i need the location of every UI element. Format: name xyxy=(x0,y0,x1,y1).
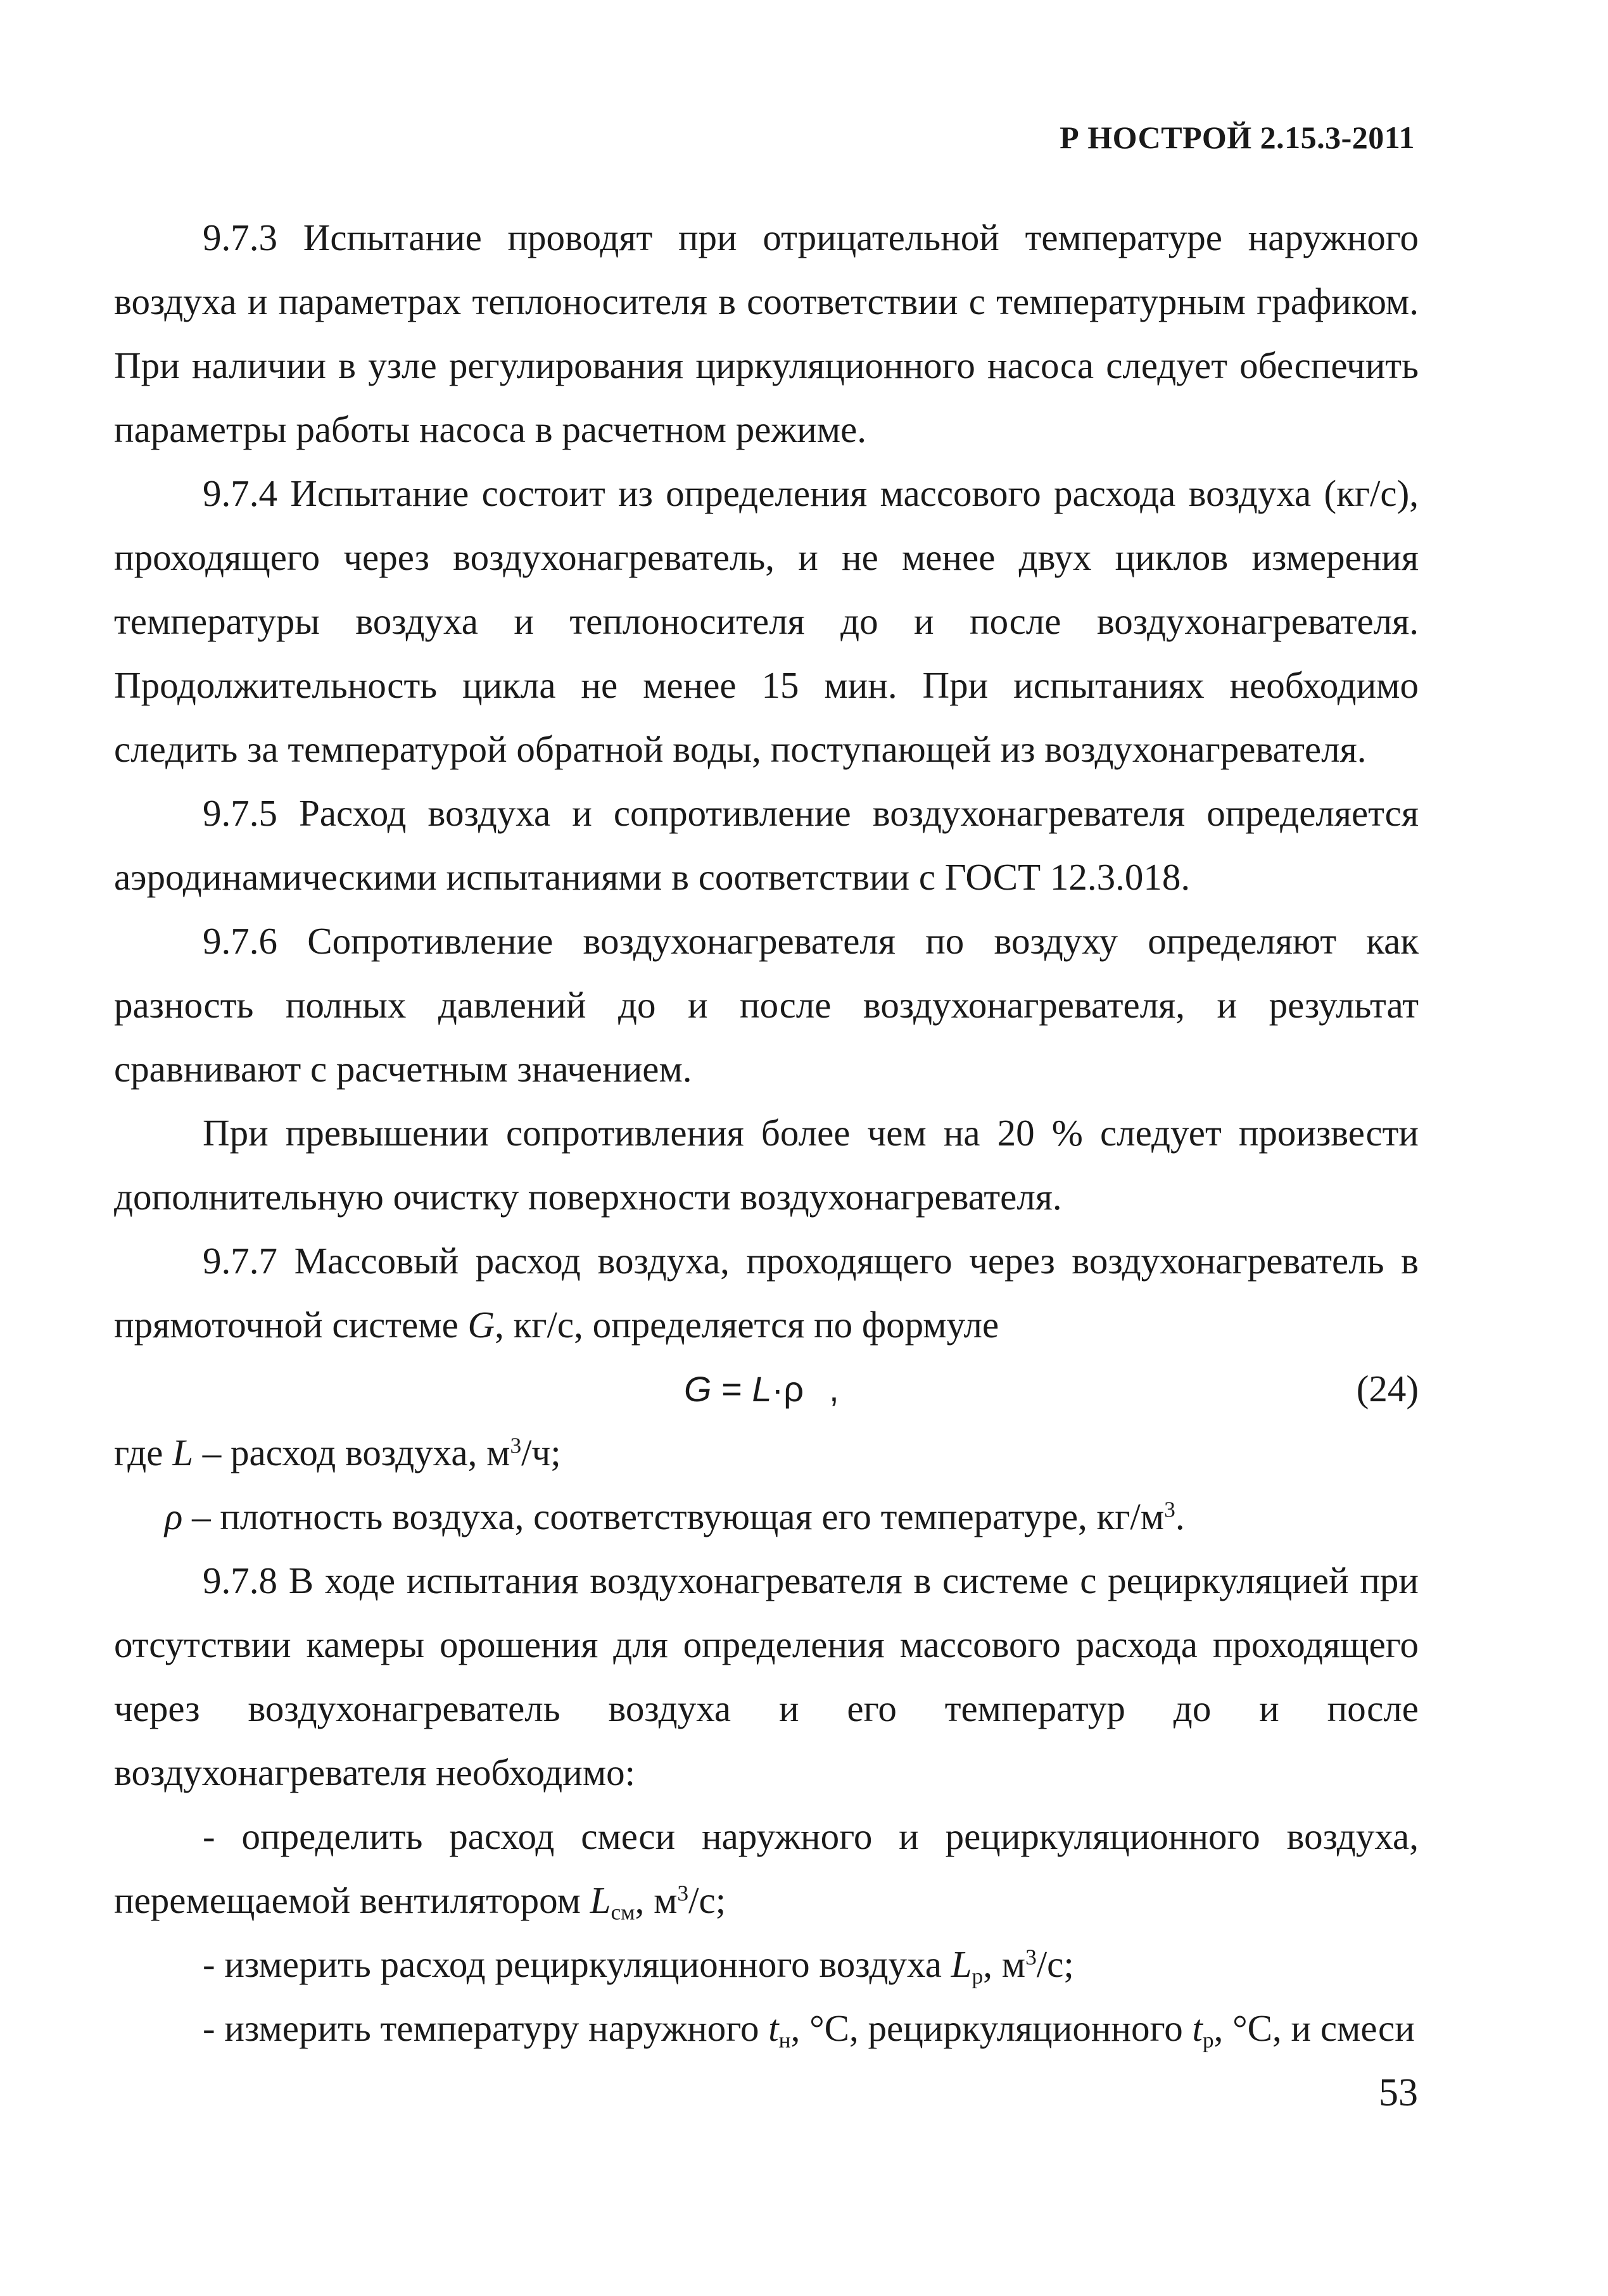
formula-rho: ρ xyxy=(783,1369,804,1409)
subscript-r: р xyxy=(972,1963,984,1989)
list-item-tail: , °С, и смеси xyxy=(1213,2007,1415,2049)
where-l-tail: /ч; xyxy=(521,1432,561,1473)
subscript-n: н xyxy=(778,2027,791,2053)
formula-24 xyxy=(684,1357,839,1421)
formula-lhs: G xyxy=(684,1369,712,1409)
paragraph-9-7-7-text: 9.7.7 Массовый расход воздуха, проходящего через воздухонагреватель в прямоточной системе xyxy=(114,1240,1419,1346)
subscript-sm: см xyxy=(611,1899,635,1925)
list-item-mixture-flow xyxy=(114,1805,1419,1933)
paragraph-9-7-5: 9.7.5 Расход воздуха и сопротивление воздухонагревателя определяется аэродинамическими испытаниями в соответствии с ГОСТ 12.3.018. xyxy=(114,792,1419,898)
formula-equals: = xyxy=(711,1369,752,1409)
where-rho-definition xyxy=(114,1485,1419,1549)
formula-l: L xyxy=(752,1369,772,1409)
where-l-definition xyxy=(114,1421,1419,1485)
variable-g: G xyxy=(467,1304,495,1346)
paragraph-9-7-7 xyxy=(114,1229,1419,1357)
where-rho-tail: . xyxy=(1175,1496,1185,1537)
variable-t: t xyxy=(1192,2007,1203,2049)
paragraph-9-7-7-tail: , кг/с, определяется по формуле xyxy=(495,1304,999,1346)
unit-tail: /с; xyxy=(688,1879,726,1921)
paragraph-9-7-6: 9.7.6 Сопротивление воздухонагревателя по воздуху определяют как разность полных давлений до и после воздухонагревателя, и результат сравнивают с расчетным значением. xyxy=(114,920,1419,1090)
unit-text: , м xyxy=(635,1879,678,1921)
formula-comma: , xyxy=(829,1369,839,1409)
paragraph-resistance-excess: При превышении сопротивления более чем на 20 % следует произвести дополнительную очистку поверхности воздухонагревателя. xyxy=(114,1112,1419,1218)
document-body xyxy=(114,206,1419,2060)
document-code-header: Р НОСТРОЙ 2.15.3-2011 xyxy=(1060,120,1415,155)
variable-t: t xyxy=(768,2007,779,2049)
list-item-text: - определить расход смеси наружного и рециркуляционного воздуха, перемещаемой вентилятором xyxy=(114,1815,1419,1921)
variable-l: L xyxy=(951,1943,972,1985)
list-item-recirculation-flow xyxy=(114,1933,1419,1996)
superscript-3: 3 xyxy=(1164,1496,1175,1522)
formula-dot: · xyxy=(771,1369,784,1409)
list-item-mid: , °С, рециркуляционного xyxy=(790,2007,1193,2049)
list-item-temperatures xyxy=(114,1996,1419,2060)
where-rho-text: – плотность воздуха, соответствующая его температуре, кг/м xyxy=(182,1496,1165,1537)
subscript-r: р xyxy=(1202,2027,1214,2053)
superscript-3: 3 xyxy=(677,1880,689,1906)
formula-number: (24) xyxy=(1356,1368,1419,1410)
where-prefix: где xyxy=(114,1432,173,1473)
variable-l: L xyxy=(172,1432,194,1473)
paragraph-9-7-8: 9.7.8 В ходе испытания воздухонагревателя в системе с рециркуляцией при отсутствии камеры орошения для определения массового расхода проходящего через воздухонагреватель воздуха и его температур до и после воздухонагревателя необходимо: xyxy=(114,1560,1419,1793)
paragraph-9-7-3: 9.7.3 Испытание проводят при отрицательной температуре наружного воздуха и параметрах теплоносителя в соответствии с температурным графиком. При наличии в узле регулирования циркуляционного насоса следует обеспечить параметры работы насоса в расчетном режиме. xyxy=(114,217,1419,450)
paragraph-9-7-4: 9.7.4 Испытание состоит из определения массового расхода воздуха (кг/с), проходящего через воздухонагреватель, и не менее двух циклов измерения температуры воздуха и теплоносителя до и после воздухонагревателя. Продолжительность цикла не менее 15 мин. При испытаниях необходимо следить за температурой обратной воды, поступающей из воздухонагревателя. xyxy=(114,472,1419,770)
unit-tail: /с; xyxy=(1036,1943,1074,1985)
list-item-text: - измерить расход рециркуляционного воздуха xyxy=(203,1943,951,1985)
where-l-text: – расход воздуха, м xyxy=(193,1432,510,1473)
superscript-3: 3 xyxy=(510,1432,522,1458)
page-number: 53 xyxy=(1379,2071,1418,2114)
variable-l: L xyxy=(590,1879,611,1921)
variable-rho: ρ xyxy=(165,1496,183,1537)
formula-24-line xyxy=(114,1357,1419,1421)
list-item-text: - измерить температуру наружного xyxy=(203,2007,769,2049)
unit-text: , м xyxy=(983,1943,1026,1985)
superscript-3: 3 xyxy=(1025,1944,1037,1970)
